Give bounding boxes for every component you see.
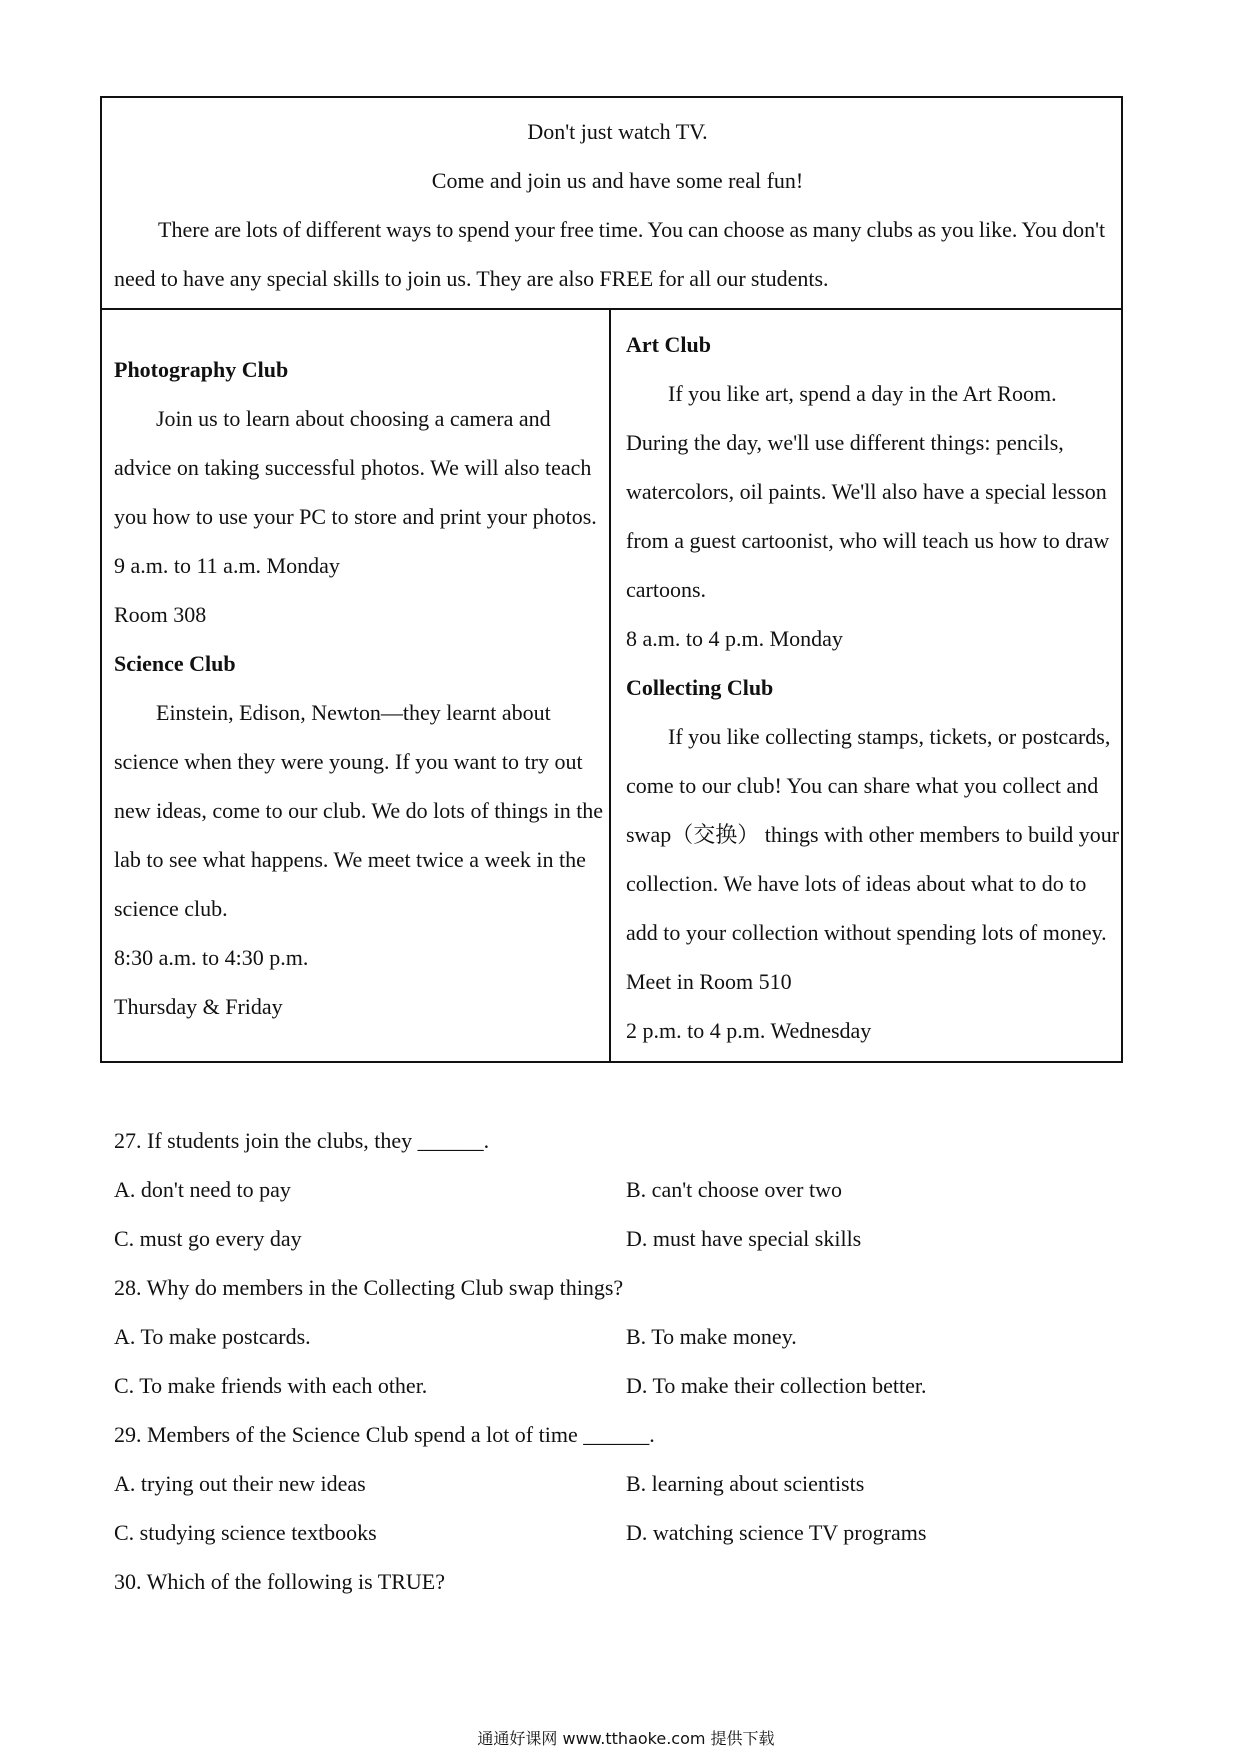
option-b: B. learning about scientists	[626, 1471, 865, 1496]
option-c: C. must go every day	[114, 1226, 302, 1251]
science-club-days: Thursday & Friday	[114, 994, 283, 1019]
option-c: C. studying science textbooks	[114, 1520, 377, 1545]
question-stem: 29. Members of the Science Club spend a lot of time ______.	[114, 1422, 655, 1447]
question-27	[114, 1116, 1114, 1263]
notice-header	[102, 98, 1121, 310]
option-row	[114, 1312, 1114, 1361]
option-row	[114, 1508, 1114, 1557]
collecting-club-description-line: come to our club! You can share what you collect and	[626, 773, 1099, 798]
question-stem: 30. Which of the following is TRUE?	[114, 1569, 445, 1594]
notice-title: Don't just watch TV.	[527, 119, 708, 144]
notice-intro-line: There are lots of different ways to spend your free time. You can choose as many clubs as you like. You don't	[158, 217, 1106, 242]
collecting-club-description-line: If you like collecting stamps, tickets, or postcards,	[668, 724, 1111, 749]
question-29	[114, 1410, 1114, 1557]
left-column	[102, 310, 611, 1061]
option-d: D. watching science TV programs	[626, 1520, 927, 1545]
art-club-description-line: cartoons.	[626, 577, 707, 602]
art-club-description-line: If you like art, spend a day in the Art Room.	[668, 381, 1057, 406]
option-a: A. trying out their new ideas	[114, 1471, 366, 1496]
option-d: D. To make their collection better.	[626, 1373, 927, 1398]
art-club-time: 8 a.m. to 4 p.m. Monday	[626, 626, 843, 651]
science-club-description-line: science club.	[114, 896, 228, 921]
option-row	[114, 1214, 1114, 1263]
science-club-time: 8:30 a.m. to 4:30 p.m.	[114, 945, 309, 970]
option-b: B. can't choose over two	[626, 1177, 842, 1202]
option-d: D. must have special skills	[626, 1226, 862, 1251]
science-club-description-line: new ideas, come to our club. We do lots of things in the	[114, 798, 604, 823]
photography-club-description-line: Join us to learn about choosing a camera and	[156, 406, 551, 431]
option-row	[114, 1165, 1114, 1214]
right-column	[611, 310, 1121, 1061]
collecting-club-description-line: collection. We have lots of ideas about what to do to	[626, 871, 1087, 896]
question-28	[114, 1263, 1114, 1410]
photography-club-place: Room 308	[114, 602, 207, 627]
collecting-club-heading: Collecting Club	[626, 675, 774, 700]
option-a: A. don't need to pay	[114, 1177, 291, 1202]
club-notice-table	[100, 96, 1123, 1063]
collecting-club-place: Meet in Room 510	[626, 969, 792, 994]
science-club-description-line: science when they were young. If you want to try out	[114, 749, 583, 774]
collecting-club-time: 2 p.m. to 4 p.m. Wednesday	[626, 1018, 872, 1043]
art-club-description-line: from a guest cartoonist, who will teach us how to draw	[626, 528, 1110, 553]
option-row	[114, 1361, 1114, 1410]
photography-club-time: 9 a.m. to 11 a.m. Monday	[114, 553, 340, 578]
photography-club-heading: Photography Club	[114, 357, 289, 382]
science-club-heading: Science Club	[114, 651, 236, 676]
question-stem: 27. If students join the clubs, they ______.	[114, 1128, 490, 1153]
question-list	[114, 1116, 1114, 1606]
notice-subtitle: Come and join us and have some real fun!	[431, 168, 804, 193]
collecting-club-section	[626, 663, 1121, 1055]
science-club-description-line: Einstein, Edison, Newton—they learnt about	[156, 700, 551, 725]
art-club-description-line: watercolors, oil paints. We'll also have a special lesson	[626, 479, 1107, 504]
notice-intro-line: need to have any special skills to join us. They are also FREE for all our students.	[114, 266, 829, 291]
question-stem: 28. Why do members in the Collecting Club swap things?	[114, 1275, 624, 1300]
collecting-club-description-line: swap（交换） things with other members to build your	[626, 822, 1120, 847]
science-club-description-line: lab to see what happens. We meet twice a week in the	[114, 847, 586, 872]
photography-club-section	[114, 345, 609, 639]
art-club-section	[626, 320, 1121, 663]
page-footer-source: 通通好课网 www.tthaoke.com 提供下载	[477, 1729, 775, 1748]
photography-club-description-line: you how to use your PC to store and print your photos.	[114, 504, 597, 529]
art-club-heading: Art Club	[626, 332, 711, 357]
option-row	[114, 1459, 1114, 1508]
option-a: A. To make postcards.	[114, 1324, 311, 1349]
art-club-description-line: During the day, we'll use different things: pencils,	[626, 430, 1064, 455]
option-c: C. To make friends with each other.	[114, 1373, 428, 1398]
collecting-club-description-line: add to your collection without spending lots of money.	[626, 920, 1107, 945]
option-b: B. To make money.	[626, 1324, 797, 1349]
question-30	[114, 1557, 1114, 1606]
photography-club-description-line: advice on taking successful photos. We will also teach	[114, 455, 592, 480]
science-club-section	[114, 639, 609, 1031]
